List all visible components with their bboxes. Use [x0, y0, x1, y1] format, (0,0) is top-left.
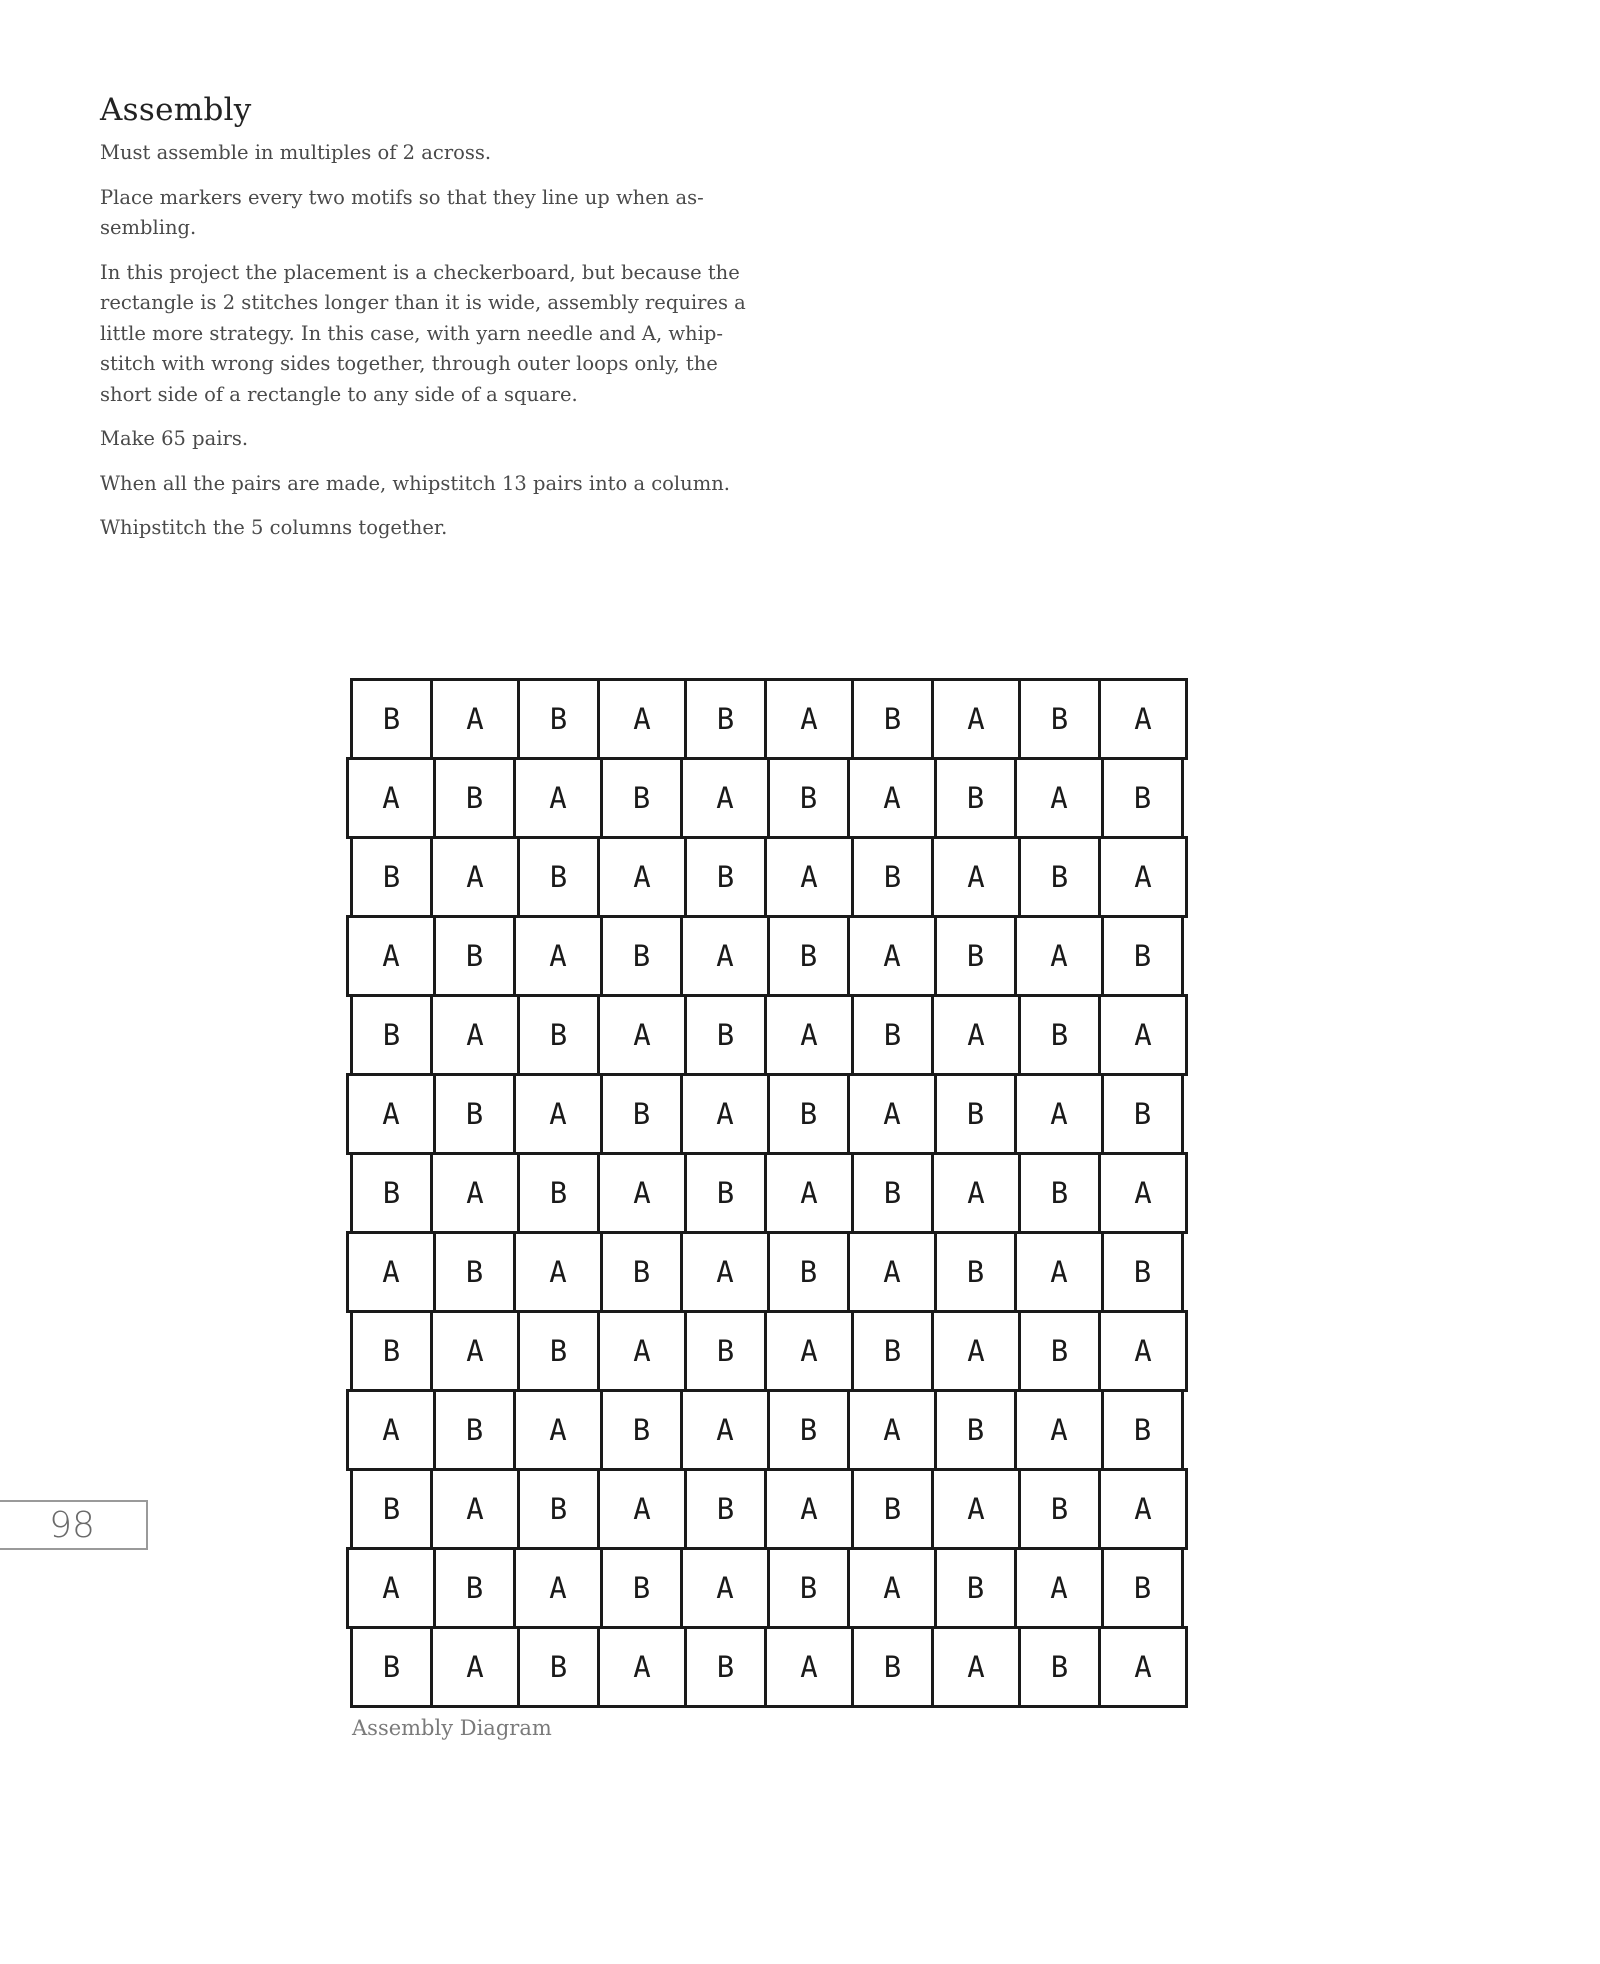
diagram-cell: A	[847, 1073, 937, 1155]
diagram-cell: A	[764, 836, 854, 918]
diagram-cell: A	[346, 915, 436, 997]
diagram-cell: A	[597, 1152, 687, 1234]
diagram-cell: A	[346, 1547, 436, 1629]
diagram-cell: B	[767, 1389, 850, 1471]
diagram-cell: B	[934, 1547, 1017, 1629]
diagram-cell: A	[931, 1152, 1021, 1234]
diagram-cell: B	[767, 1073, 850, 1155]
diagram-cell: A	[597, 1626, 687, 1708]
diagram-row	[346, 1547, 1188, 1626]
diagram-cell: A	[430, 678, 520, 760]
paragraph-line: Whipstitch the 5 columns together.	[100, 516, 448, 539]
diagram-cell: B	[350, 1152, 433, 1234]
diagram-cell: B	[851, 1626, 934, 1708]
diagram-cell: A	[764, 1310, 854, 1392]
diagram-cell: B	[517, 994, 600, 1076]
diagram-cell: A	[597, 994, 687, 1076]
diagram-cell: B	[1018, 994, 1101, 1076]
diagram-cell: A	[597, 836, 687, 918]
diagram-cell: B	[767, 1547, 850, 1629]
diagram-cell: B	[1101, 1547, 1184, 1629]
diagram-cell: B	[1018, 1152, 1101, 1234]
paragraph-pairs	[100, 424, 770, 455]
diagram-cell: B	[851, 836, 934, 918]
diagram-cell: A	[847, 1389, 937, 1471]
diagram-cell: B	[433, 1547, 516, 1629]
diagram-cell: A	[931, 1626, 1021, 1708]
diagram-cell: B	[517, 678, 600, 760]
diagram-cell: B	[934, 1389, 1017, 1471]
paragraph-line: rectangle is 2 stitches longer than it is wide, assembly requires a	[100, 291, 746, 314]
diagram-row	[350, 1152, 1192, 1231]
diagram-cell: A	[1098, 836, 1188, 918]
paragraph-line: sembling.	[100, 216, 197, 239]
paragraph-multiples	[100, 138, 770, 169]
diagram-row	[346, 1073, 1188, 1152]
paragraph-columns	[100, 469, 770, 500]
diagram-cell: A	[931, 678, 1021, 760]
diagram-cell: B	[1018, 1310, 1101, 1392]
diagram-cell: A	[764, 1626, 854, 1708]
diagram-cell: B	[433, 1231, 516, 1313]
diagram-cell: A	[931, 1310, 1021, 1392]
diagram-cell: A	[1014, 757, 1104, 839]
diagram-row	[350, 678, 1192, 757]
diagram-cell: B	[350, 994, 433, 1076]
diagram-cell: B	[934, 1231, 1017, 1313]
diagram-cell: B	[1018, 1468, 1101, 1550]
diagram-cell: A	[346, 757, 436, 839]
diagram-cell: A	[1014, 1389, 1104, 1471]
diagram-cell: B	[684, 836, 767, 918]
diagram-cell: A	[680, 1547, 770, 1629]
diagram-cell: B	[934, 1073, 1017, 1155]
diagram-cell: B	[433, 1073, 516, 1155]
diagram-cell: A	[346, 1389, 436, 1471]
diagram-cell: B	[851, 678, 934, 760]
diagram-cell: A	[1098, 1310, 1188, 1392]
diagram-cell: A	[1014, 1073, 1104, 1155]
diagram-cell: A	[680, 1073, 770, 1155]
page-number: 98	[0, 1500, 148, 1550]
diagram-cell: A	[680, 915, 770, 997]
diagram-cell: B	[600, 757, 683, 839]
diagram-cell: B	[433, 1389, 516, 1471]
diagram-row	[346, 1231, 1188, 1310]
diagram-cell: A	[597, 678, 687, 760]
diagram-cell: A	[597, 1468, 687, 1550]
diagram-cell: A	[680, 1389, 770, 1471]
diagram-row	[350, 1468, 1192, 1547]
paragraph-line: Make 65 pairs.	[100, 427, 249, 450]
diagram-cell: A	[430, 994, 520, 1076]
diagram-cell: A	[931, 1468, 1021, 1550]
diagram-cell: A	[513, 1231, 603, 1313]
diagram-cell: B	[517, 1152, 600, 1234]
diagram-cell: A	[513, 1389, 603, 1471]
paragraph-line: Place markers every two motifs so that they line up when as-	[100, 185, 704, 209]
diagram-cell: A	[1098, 1152, 1188, 1234]
diagram-cell: A	[847, 1231, 937, 1313]
diagram-cell: B	[600, 915, 683, 997]
section-heading: Assembly	[100, 92, 252, 128]
diagram-cell: B	[1101, 1231, 1184, 1313]
diagram-cell: B	[684, 678, 767, 760]
diagram-row	[346, 915, 1188, 994]
diagram-cell: B	[767, 757, 850, 839]
paragraph-line: When all the pairs are made, whipstitch 13 pairs into a column.	[100, 471, 730, 495]
diagram-cell: B	[684, 1468, 767, 1550]
diagram-cell: B	[350, 678, 433, 760]
assembly-diagram	[350, 678, 1192, 1705]
diagram-cell: B	[350, 1468, 433, 1550]
diagram-caption: Assembly Diagram	[352, 1716, 552, 1740]
diagram-cell: B	[517, 836, 600, 918]
diagram-row	[346, 1389, 1188, 1468]
diagram-cell: A	[597, 1310, 687, 1392]
diagram-cell: A	[346, 1073, 436, 1155]
diagram-cell: B	[517, 1468, 600, 1550]
paragraph-line: stitch with wrong sides together, through outer loops only, the	[100, 352, 718, 375]
diagram-cell: B	[1018, 1626, 1101, 1708]
paragraph-line: little more strategy. In this case, with yarn needle and A, whip-	[100, 321, 723, 345]
paragraph-join	[100, 513, 770, 544]
diagram-cell: A	[931, 836, 1021, 918]
diagram-cell: B	[1101, 757, 1184, 839]
diagram-cell: B	[684, 1310, 767, 1392]
diagram-cell: B	[934, 757, 1017, 839]
diagram-cell: A	[430, 1310, 520, 1392]
diagram-cell: B	[1101, 1389, 1184, 1471]
diagram-cell: B	[517, 1626, 600, 1708]
diagram-cell: A	[513, 757, 603, 839]
diagram-row	[350, 1626, 1192, 1705]
diagram-cell: B	[851, 1468, 934, 1550]
paragraph-placement	[100, 258, 770, 411]
diagram-cell: A	[1098, 1468, 1188, 1550]
diagram-cell: A	[1098, 994, 1188, 1076]
diagram-cell: A	[1014, 1231, 1104, 1313]
diagram-cell: B	[433, 757, 516, 839]
diagram-cell: B	[684, 994, 767, 1076]
diagram-cell: B	[934, 915, 1017, 997]
diagram-cell: B	[433, 915, 516, 997]
diagram-cell: A	[513, 1547, 603, 1629]
diagram-cell: B	[600, 1389, 683, 1471]
diagram-cell: A	[346, 1231, 436, 1313]
diagram-cell: A	[847, 1547, 937, 1629]
diagram-cell: B	[851, 1152, 934, 1234]
diagram-row	[350, 994, 1192, 1073]
diagram-cell: A	[680, 757, 770, 839]
diagram-cell: B	[1101, 915, 1184, 997]
diagram-cell: B	[350, 1626, 433, 1708]
diagram-cell: B	[851, 1310, 934, 1392]
diagram-cell: B	[767, 915, 850, 997]
diagram-cell: A	[847, 915, 937, 997]
paragraph-line: short side of a rectangle to any side of a square.	[100, 382, 578, 406]
diagram-cell: B	[851, 994, 934, 1076]
diagram-cell: A	[931, 994, 1021, 1076]
diagram-cell: A	[764, 1468, 854, 1550]
diagram-cell: B	[600, 1547, 683, 1629]
diagram-cell: B	[350, 836, 433, 918]
diagram-cell: A	[1014, 915, 1104, 997]
diagram-cell: A	[513, 915, 603, 997]
assembly-section	[100, 92, 770, 558]
diagram-cell: A	[764, 678, 854, 760]
diagram-cell: B	[1018, 678, 1101, 760]
diagram-cell: A	[1014, 1547, 1104, 1629]
diagram-cell: B	[517, 1310, 600, 1392]
diagram-cell: A	[1098, 678, 1188, 760]
diagram-cell: A	[1098, 1626, 1188, 1708]
diagram-row	[350, 1310, 1192, 1389]
diagram-cell: A	[430, 836, 520, 918]
diagram-cell: A	[430, 1468, 520, 1550]
diagram-cell: A	[513, 1073, 603, 1155]
diagram-cell: A	[430, 1626, 520, 1708]
diagram-cell: B	[600, 1231, 683, 1313]
diagram-cell: B	[684, 1626, 767, 1708]
diagram-row	[346, 757, 1188, 836]
diagram-cell: A	[680, 1231, 770, 1313]
diagram-cell: A	[764, 994, 854, 1076]
diagram-cell: A	[764, 1152, 854, 1234]
diagram-cell: B	[1101, 1073, 1184, 1155]
diagram-cell: B	[600, 1073, 683, 1155]
diagram-cell: B	[1018, 836, 1101, 918]
paragraph-line: In this project the placement is a checkerboard, but because the	[100, 260, 740, 284]
diagram-row	[350, 836, 1192, 915]
diagram-cell: B	[767, 1231, 850, 1313]
diagram-cell: A	[847, 757, 937, 839]
diagram-cell: B	[350, 1310, 433, 1392]
paragraph-line: Must assemble in multiples of 2 across.	[100, 141, 492, 164]
paragraph-markers	[100, 183, 770, 244]
diagram-cell: A	[430, 1152, 520, 1234]
diagram-cell: B	[684, 1152, 767, 1234]
